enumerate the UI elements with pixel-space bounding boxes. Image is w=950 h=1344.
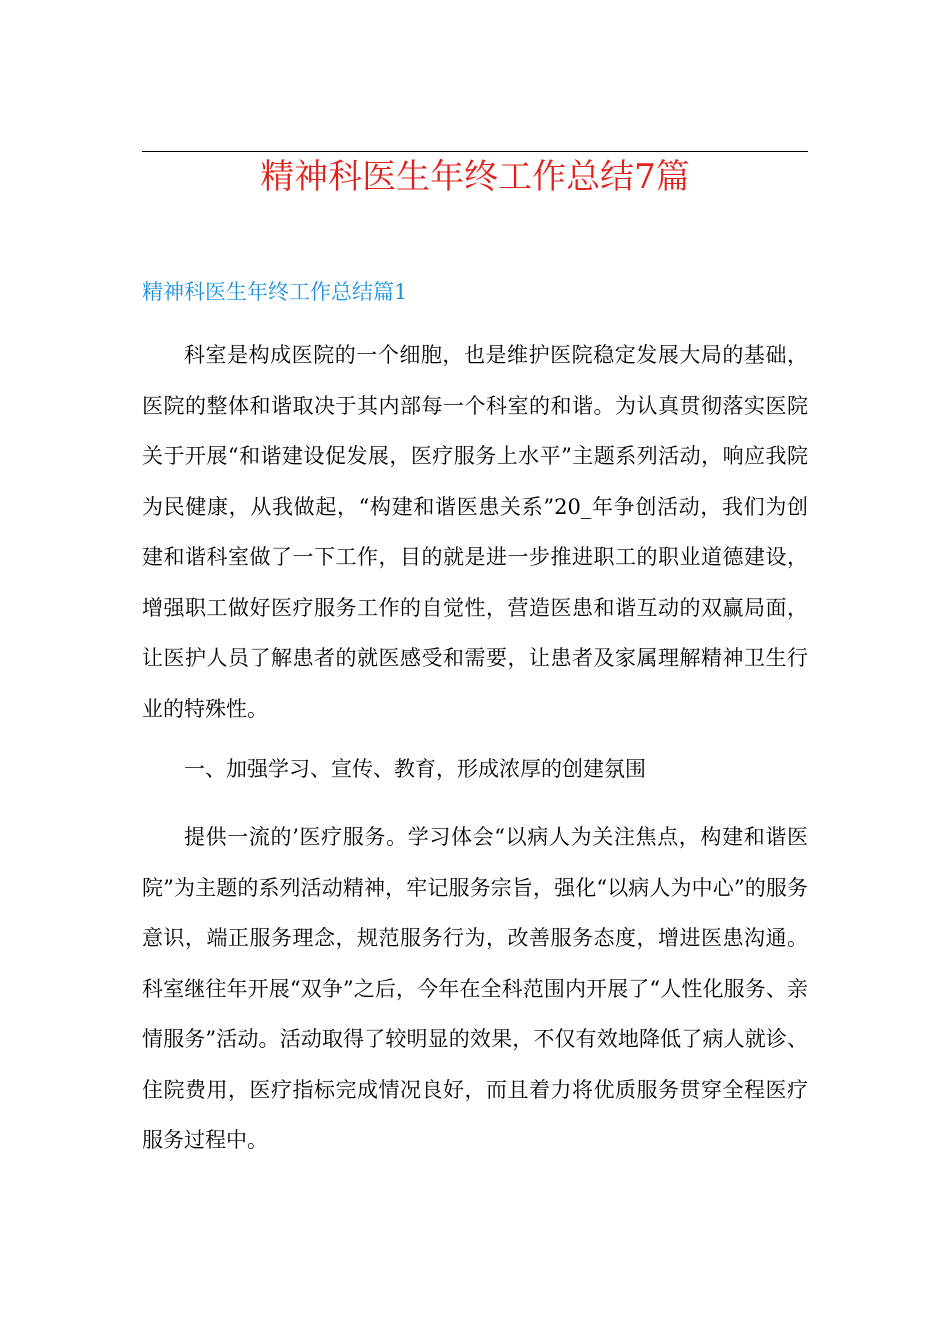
- body-paragraph-1: 科室是构成医院的一个细胞，也是维护医院稳定发展大局的基础，医院的整体和谐取决于其内部每一个科室的和谐。为认真贯彻落实医院关于开展“和谐建设促发展，医疗服务上水平”主题系列活动，响应我院为民健康，从我做起，“构建和谐医患关系”20_年争创活动，我们为创建和谐科室做了一下工作，目的就是进一步推进职工的职业道德建设，增强职工做好医疗服务工作的自觉性，营造医患和谐互动的双赢局面，让医护人员了解患者的就医感受和需要，让患者及家属理解精神卫生行业的特殊性。: [142, 343, 808, 721]
- body-paragraph-2: 提供一流的’医疗服务。学习体会“以病人为关注焦点，构建和谐医院”为主题的系列活动精神，牢记服务宗旨，强化“以病人为中心”的服务意识，端正服务理念，规范服务行为，改善服务态度，增进医患沟通。科室继往年开展“双争”之后，今年在全科范围内开展了“人性化服务、亲情服务”活动。活动取得了较明显的效果，不仅有效地降低了病人就诊、住院费用，医疗指标完成情况良好，而且着力将优质服务贯穿全程医疗服务过程中。: [142, 825, 808, 1152]
- subheading: 一、加强学习、宣传、教育，形成浓厚的创建氛围: [184, 757, 646, 781]
- document-title: 精神科医生年终工作总结7篇: [260, 157, 690, 197]
- section-heading: 精神科医生年终工作总结篇1: [142, 280, 408, 304]
